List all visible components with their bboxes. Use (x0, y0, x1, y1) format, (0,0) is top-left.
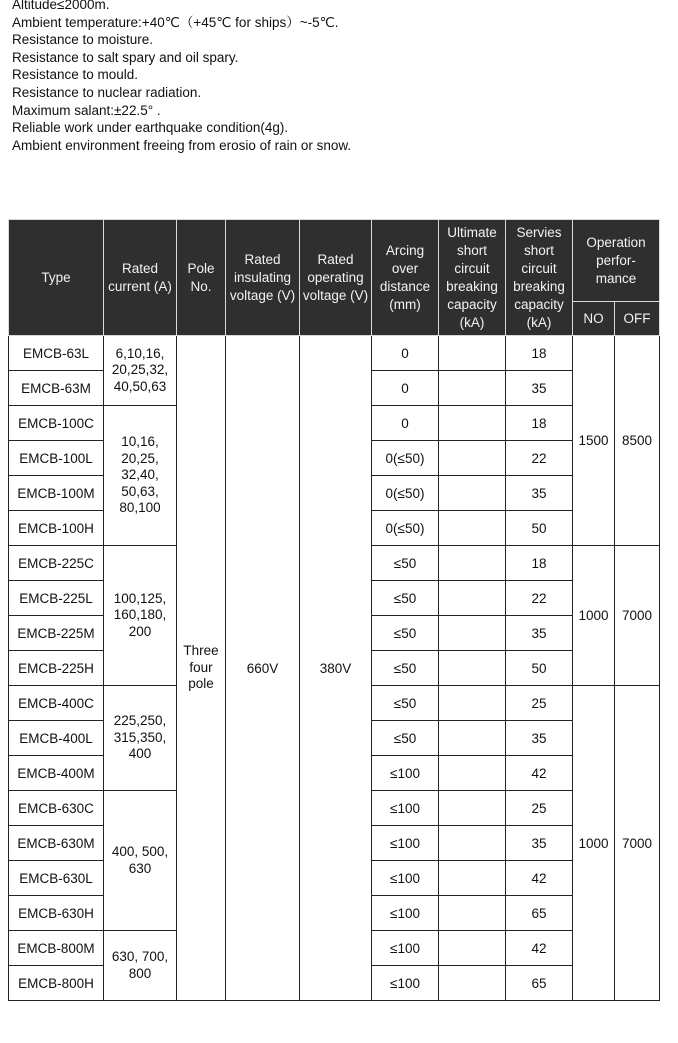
service-capacity-cell: 42 (506, 931, 573, 966)
ultimate-capacity-cell (439, 896, 506, 931)
condition-item: Maximum salant:±22.5° . (12, 102, 161, 118)
service-capacity-cell: 35 (506, 476, 573, 511)
arcing-distance-cell: ≤50 (372, 581, 439, 616)
arcing-distance-cell: ≤50 (372, 651, 439, 686)
ultimate-capacity-cell (439, 511, 506, 546)
table-header (9, 220, 660, 336)
condition-item: Reliable work under earthquake condition(4g). (12, 120, 289, 136)
arcing-distance-cell: ≤50 (372, 616, 439, 651)
header-rated-current: Rated current (A) (104, 220, 177, 336)
condition-item: Resistance to nuclear radiation. (12, 84, 202, 100)
service-capacity-cell: 42 (506, 861, 573, 896)
ultimate-capacity-cell (439, 406, 506, 441)
condition-item: Ambient environment freeing from erosio of rain or snow. (12, 137, 352, 153)
ultimate-capacity-cell (439, 476, 506, 511)
service-capacity-cell: 35 (506, 826, 573, 861)
ultimate-capacity-cell (439, 581, 506, 616)
header-service-breaking-capacity: Servies short circuit breaking capacity (kA) (506, 220, 573, 336)
ultimate-capacity-cell (439, 791, 506, 826)
pole-no-cell: Three four pole (177, 336, 226, 1001)
rated-operating-voltage-cell: 380V (300, 336, 372, 1001)
arcing-distance-cell: 0(≤50) (372, 441, 439, 476)
type-cell: EMCB-225H (9, 651, 104, 686)
rated-current-cell: 10,16, 20,25, 32,40, 50,63, 80,100 (104, 406, 177, 546)
service-capacity-cell: 18 (506, 406, 573, 441)
ultimate-capacity-cell (439, 616, 506, 651)
header-type: Type (9, 220, 104, 336)
ultimate-capacity-cell (439, 546, 506, 581)
header-operation-performance: Operation perfor- mance (573, 220, 660, 302)
ultimate-capacity-cell (439, 336, 506, 371)
arcing-distance-cell: ≤100 (372, 756, 439, 791)
ultimate-capacity-cell (439, 721, 506, 756)
service-capacity-cell: 35 (506, 371, 573, 406)
service-capacity-cell: 65 (506, 896, 573, 931)
header-arcing-over-distance: Arcing over distance (mm) (372, 220, 439, 336)
type-cell: EMCB-100C (9, 406, 104, 441)
rated-current-cell: 400, 500, 630 (104, 791, 177, 931)
operation-no-cell: 1000 (573, 546, 615, 686)
arcing-distance-cell: 0 (372, 371, 439, 406)
type-cell: EMCB-630L (9, 861, 104, 896)
operation-off-cell: 8500 (615, 336, 660, 546)
type-cell: EMCB-225L (9, 581, 104, 616)
arcing-distance-cell: ≤100 (372, 966, 439, 1001)
type-cell: EMCB-400M (9, 756, 104, 791)
ultimate-capacity-cell (439, 441, 506, 476)
condition-item: Resistance to salt spary and oil spary. (12, 49, 239, 65)
arcing-distance-cell: ≤50 (372, 721, 439, 756)
ultimate-capacity-cell (439, 756, 506, 791)
type-cell: EMCB-225C (9, 546, 104, 581)
header-rated-operating-voltage: Rated operating voltage (V) (300, 220, 372, 336)
service-capacity-cell: 25 (506, 686, 573, 721)
header-pole-no: Pole No. (177, 220, 226, 336)
type-cell: EMCB-63L (9, 336, 104, 371)
type-cell: EMCB-100M (9, 476, 104, 511)
service-capacity-cell: 22 (506, 581, 573, 616)
table-body (9, 336, 660, 1001)
header-off: OFF (615, 302, 660, 336)
type-cell: EMCB-100H (9, 511, 104, 546)
arcing-distance-cell: ≤100 (372, 826, 439, 861)
type-cell: EMCB-100L (9, 441, 104, 476)
type-cell: EMCB-400C (9, 686, 104, 721)
service-capacity-cell: 25 (506, 791, 573, 826)
arcing-distance-cell: 0(≤50) (372, 476, 439, 511)
ultimate-capacity-cell (439, 686, 506, 721)
type-cell: EMCB-630M (9, 826, 104, 861)
arcing-distance-cell: ≤100 (372, 931, 439, 966)
condition-item: Resistance to mould. (12, 67, 139, 83)
service-capacity-cell: 22 (506, 441, 573, 476)
operation-off-cell: 7000 (615, 686, 660, 1001)
condition-item: Ambient temperature:+40℃（+45℃ for ships）~-5℃. (12, 14, 339, 30)
service-capacity-cell: 35 (506, 721, 573, 756)
breaker-spec-table (8, 219, 660, 1001)
condition-item: Altitude≤2000m. (12, 0, 110, 12)
service-capacity-cell: 18 (506, 336, 573, 371)
rated-current-cell: 6,10,16, 20,25,32, 40,50,63 (104, 336, 177, 406)
arcing-distance-cell: ≤100 (372, 896, 439, 931)
ultimate-capacity-cell (439, 826, 506, 861)
arcing-distance-cell: 0 (372, 406, 439, 441)
type-cell: EMCB-800H (9, 966, 104, 1001)
service-capacity-cell: 50 (506, 651, 573, 686)
service-capacity-cell: 50 (506, 511, 573, 546)
arcing-distance-cell: ≤100 (372, 791, 439, 826)
arcing-distance-cell: 0(≤50) (372, 511, 439, 546)
header-rated-insulating-voltage: Rated insulating voltage (V) (226, 220, 300, 336)
ultimate-capacity-cell (439, 371, 506, 406)
rated-insulating-voltage-cell: 660V (226, 336, 300, 1001)
rated-current-cell: 225,250, 315,350, 400 (104, 686, 177, 791)
operation-no-cell: 1500 (573, 336, 615, 546)
ultimate-capacity-cell (439, 861, 506, 896)
type-cell: EMCB-800M (9, 931, 104, 966)
service-capacity-cell: 35 (506, 616, 573, 651)
arcing-distance-cell: 0 (372, 336, 439, 371)
service-capacity-cell: 42 (506, 756, 573, 791)
operation-no-cell: 1000 (573, 686, 615, 1001)
operation-off-cell: 7000 (615, 546, 660, 686)
type-cell: EMCB-630H (9, 896, 104, 931)
ambient-conditions-list (12, 0, 351, 154)
ultimate-capacity-cell (439, 966, 506, 1001)
ultimate-capacity-cell (439, 931, 506, 966)
type-cell: EMCB-400L (9, 721, 104, 756)
arcing-distance-cell: ≤50 (372, 686, 439, 721)
header-no: NO (573, 302, 615, 336)
type-cell: EMCB-225M (9, 616, 104, 651)
type-cell: EMCB-630C (9, 791, 104, 826)
condition-item: Resistance to moisture. (12, 32, 154, 48)
type-cell: EMCB-63M (9, 371, 104, 406)
header-ultimate-breaking-capacity: Ultimate short circuit breaking capacity (kA) (439, 220, 506, 336)
rated-current-cell: 100,125, 160,180, 200 (104, 546, 177, 686)
ultimate-capacity-cell (439, 651, 506, 686)
arcing-distance-cell: ≤100 (372, 861, 439, 896)
rated-current-cell: 630, 700, 800 (104, 931, 177, 1001)
arcing-distance-cell: ≤50 (372, 546, 439, 581)
service-capacity-cell: 18 (506, 546, 573, 581)
service-capacity-cell: 65 (506, 966, 573, 1001)
table-row (9, 336, 660, 371)
